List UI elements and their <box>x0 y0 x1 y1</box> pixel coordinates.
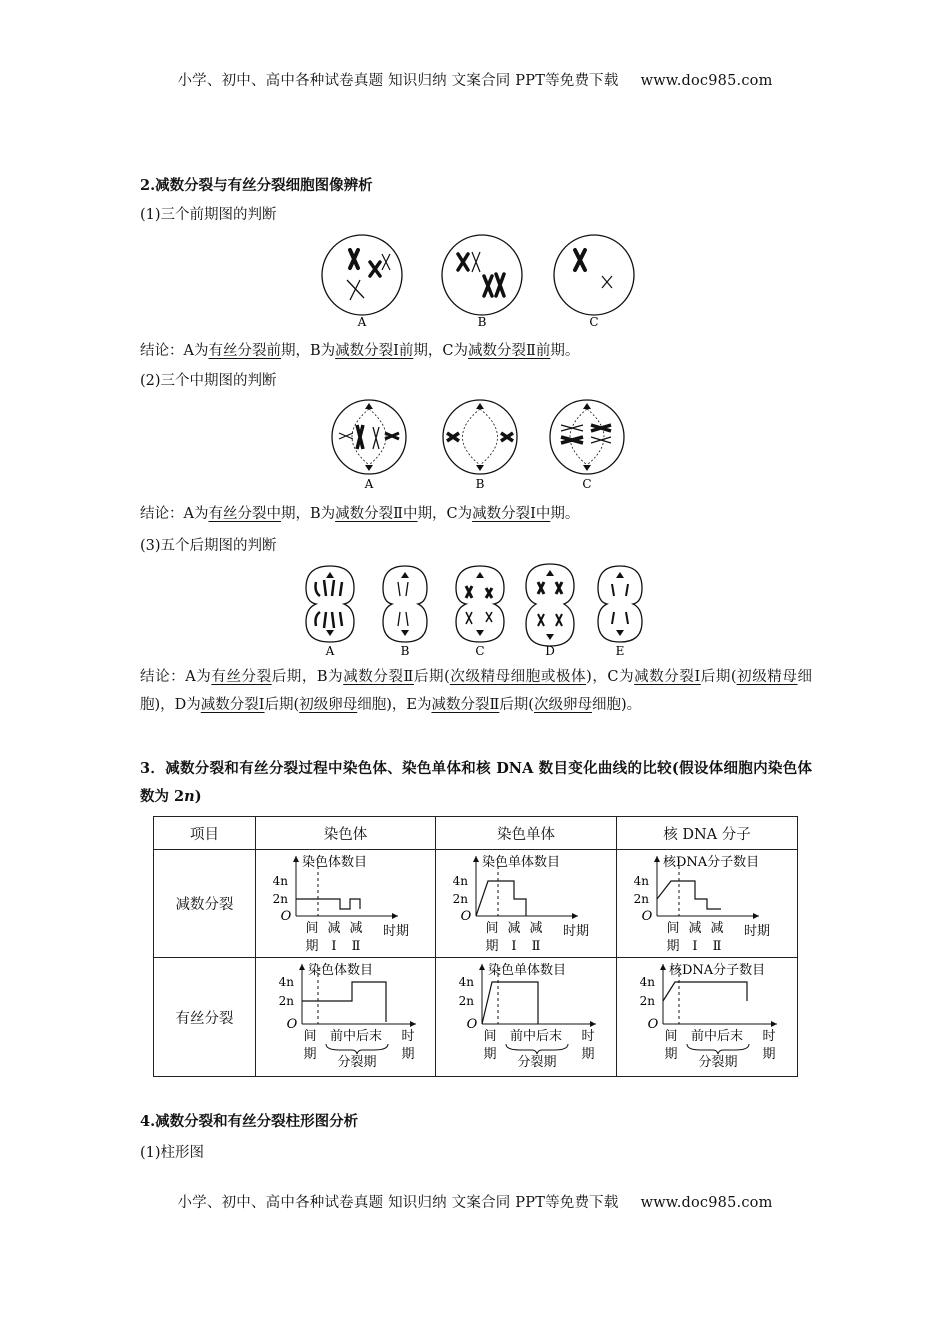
mitosis-chromatid-graph <box>436 958 617 1076</box>
page-footer <box>0 1191 950 1212</box>
y-tick-label: 4n <box>639 975 655 989</box>
row-label-mitosis: 有丝分裂 <box>154 958 256 1077</box>
conc3-text: 后期( <box>413 669 450 685</box>
prophase-label-c: C <box>589 315 599 329</box>
graph-title: 染色单体数目 <box>488 963 567 978</box>
conc3-text: )，C为 <box>586 669 635 685</box>
x-stage-label: 期 <box>305 939 319 954</box>
x-stage-label: 间 <box>305 921 319 936</box>
origin-label: O <box>460 909 472 924</box>
anaphase-label-b: B <box>400 644 410 658</box>
y-axis-arrow <box>660 964 666 970</box>
phase-brace <box>687 1044 749 1054</box>
conclusion-prophase <box>140 339 579 360</box>
conclusion-metaphase <box>140 502 579 523</box>
anaphase-cell-b <box>383 566 427 642</box>
conc1-text: 期，C为 <box>413 343 468 359</box>
y-tick-label: 2n <box>278 994 294 1008</box>
table-header-row <box>154 817 798 850</box>
x-axis-arrow <box>392 913 398 919</box>
metaphase-cell-a <box>332 400 406 474</box>
conc3-answer-e-cell: 次级卵母 <box>533 697 592 713</box>
prophase-label-b: B <box>477 315 487 329</box>
conc2-text: 期，C为 <box>417 506 473 522</box>
data-line <box>476 881 526 916</box>
brace-label: 分裂期 <box>337 1055 377 1070</box>
section3-title-line1: 3．减数分裂和有丝分裂过程中染色体、染色单体和核 DNA 数目变化曲线的比较(假设体细 <box>140 760 739 777</box>
x-axis-label: 时期 <box>562 924 590 939</box>
conc3-text: 细胞)，E为 <box>357 697 432 713</box>
table-header: 项目 <box>154 817 256 850</box>
x-axis-label: 时 <box>401 1029 415 1044</box>
table-header: 核 DNA 分子 <box>617 817 798 850</box>
phase-brace <box>326 1044 388 1054</box>
conc3-text: 细胞)。 <box>591 697 642 713</box>
anaphase-cell-a <box>306 566 354 642</box>
conc3-text: 细胞)，D为 <box>140 669 812 713</box>
footer-url: www.doc985.com <box>640 1195 773 1211</box>
y-tick-label: 2n <box>452 892 468 906</box>
x-stage-label: Ⅰ <box>511 939 517 954</box>
conc3-answer-c: 减数分裂Ⅰ <box>634 669 701 685</box>
x-axis-label: 时期 <box>382 924 410 939</box>
x-stage-label: 间 <box>483 1029 497 1044</box>
conc3-answer-b-cell: 次级精母细胞或极体 <box>449 669 587 685</box>
y-tick-label: 2n <box>633 892 649 906</box>
anaphase-figures <box>300 562 650 658</box>
section2-title: 2.减数分裂与有丝分裂细胞图像辨析 <box>140 177 373 194</box>
y-axis-arrow <box>654 856 660 862</box>
y-tick-label: 4n <box>633 874 649 888</box>
x-stage-label: 期 <box>664 1047 678 1062</box>
conclusion-anaphase <box>140 663 812 719</box>
header-url: www.doc985.com <box>640 73 773 89</box>
meiosis-chromatid-graph <box>436 850 617 957</box>
metaphase-cell-b <box>443 400 517 474</box>
x-stage-label: 期 <box>666 939 680 954</box>
anaphase-cell-d <box>526 564 574 646</box>
conc1-answer-a: 有丝分裂前 <box>208 343 281 359</box>
conc1-answer-c: 减数分裂Ⅱ前 <box>467 343 551 359</box>
data-line <box>482 982 538 1024</box>
x-axis-arrow <box>410 1021 416 1027</box>
conc3-text: 后期，B为 <box>271 669 344 685</box>
meiosis-dna-graph <box>617 850 798 957</box>
table-header: 染色体 <box>256 817 436 850</box>
y-tick-label: 4n <box>458 975 474 989</box>
data-line <box>663 982 747 1001</box>
x-stage-label: 减 <box>349 921 363 936</box>
brace-label: 分裂期 <box>698 1055 738 1070</box>
x-phase-labels: 前中后末 <box>509 1029 563 1044</box>
x-axis-label: 期 <box>762 1047 776 1062</box>
anaphase-label-a: A <box>325 644 335 658</box>
conc1-text: 期，B为 <box>280 343 336 359</box>
conc2-answer-a: 有丝分裂中 <box>208 506 281 522</box>
x-phase-labels: 前中后末 <box>690 1029 744 1044</box>
x-stage-label: 间 <box>666 921 680 936</box>
graph-cell <box>617 850 798 958</box>
x-stage-label: 减 <box>710 921 724 936</box>
section3-title-end: ) <box>194 788 202 805</box>
origin-label: O <box>280 909 292 924</box>
x-axis-label: 期 <box>581 1047 595 1062</box>
origin-label: O <box>647 1017 659 1032</box>
data-line <box>657 881 721 909</box>
conc3-text: 结论：A为 <box>140 669 212 685</box>
graph-title: 染色体数目 <box>308 963 374 978</box>
anaphase-label-d: D <box>545 644 555 658</box>
header-left-text: 小学、初中、高中各种试卷真题 知识归纳 文案合同 PPT等免费下载 <box>177 73 619 89</box>
x-stage-label: Ⅰ <box>692 939 698 954</box>
section3-title-n: n <box>184 788 195 805</box>
section4-sub1: (1)柱形图 <box>140 1145 205 1161</box>
origin-label: O <box>641 909 653 924</box>
metaphase-label-a: A <box>364 477 374 491</box>
x-phase-labels: 前中后末 <box>329 1029 383 1044</box>
footer-left-text: 小学、初中、高中各种试卷真题 知识归纳 文案合同 PPT等免费下载 <box>177 1195 619 1211</box>
anaphase-cell-e <box>598 566 642 642</box>
y-axis-arrow <box>293 856 299 862</box>
graph-title: 核DNA分子数目 <box>669 963 766 978</box>
metaphase-label-b: B <box>475 477 485 491</box>
data-line <box>302 982 386 1022</box>
page-header <box>0 69 950 90</box>
origin-label: O <box>466 1017 478 1032</box>
prophase-cell-a <box>322 235 402 315</box>
anaphase-label-e: E <box>615 644 625 658</box>
section3-title <box>140 755 812 811</box>
x-axis-arrow <box>590 1021 596 1027</box>
x-axis-label: 时期 <box>743 924 771 939</box>
prophase-cell-c <box>554 235 634 315</box>
x-stage-label: 期 <box>485 939 499 954</box>
graph-title: 染色体数目 <box>302 855 368 870</box>
conc2-answer-b: 减数分裂Ⅱ中 <box>335 506 418 522</box>
section2-sub2-title: (2)三个中期图的判断 <box>140 373 277 389</box>
conc2-answer-c: 减数分裂Ⅰ中 <box>472 506 551 522</box>
section4-title: 4.减数分裂和有丝分裂柱形图分析 <box>140 1113 359 1130</box>
graph-title: 核DNA分子数目 <box>663 855 760 870</box>
brace-label: 分裂期 <box>517 1055 557 1070</box>
section2-sub3-title: (3)五个后期图的判断 <box>140 538 277 554</box>
conc2-text: 期，B为 <box>280 506 336 522</box>
x-stage-label: Ⅱ <box>351 939 361 954</box>
x-stage-label: 期 <box>483 1047 497 1062</box>
comparison-table <box>153 816 798 1077</box>
anaphase-cell-c <box>456 566 504 642</box>
conc1-text: 结论：A为 <box>140 343 209 359</box>
section2-sub1-title: (1)三个前期图的判断 <box>140 207 277 223</box>
x-axis-label: 时 <box>581 1029 595 1044</box>
y-tick-label: 4n <box>278 975 294 989</box>
prophase-figures <box>320 230 650 335</box>
x-axis-arrow <box>572 913 578 919</box>
x-stage-label: Ⅱ <box>531 939 541 954</box>
x-stage-label: 减 <box>688 921 702 936</box>
conc3-answer-a: 有丝分裂 <box>211 669 272 685</box>
y-axis-arrow <box>299 964 305 970</box>
conc3-answer-e: 减数分裂Ⅱ <box>431 697 500 713</box>
conc1-text: 期。 <box>550 343 580 359</box>
graph-cell <box>256 958 436 1077</box>
mitosis-dna-graph <box>617 958 798 1076</box>
prophase-label-a: A <box>357 315 367 329</box>
section3-title-line2: 胞内染色体数为 2 <box>140 760 812 805</box>
y-tick-label: 2n <box>458 994 474 1008</box>
graph-cell <box>256 850 436 958</box>
metaphase-figures <box>325 397 625 493</box>
graph-cell <box>436 850 617 958</box>
conc3-answer-d-cell: 初级卵母 <box>299 697 358 713</box>
graph-cell <box>617 958 798 1077</box>
table-row-mitosis <box>154 958 798 1077</box>
metaphase-cell-c <box>550 400 624 474</box>
x-stage-label: 间 <box>485 921 499 936</box>
x-stage-label: 间 <box>664 1029 678 1044</box>
x-stage-label: 间 <box>303 1029 317 1044</box>
mitosis-chromosome-graph <box>256 958 436 1076</box>
graph-cell <box>436 958 617 1077</box>
x-axis-label: 时 <box>762 1029 776 1044</box>
conc2-text: 结论：A为 <box>140 506 209 522</box>
table-row-meiosis <box>154 850 798 958</box>
x-stage-label: 减 <box>507 921 521 936</box>
y-axis-arrow <box>479 964 485 970</box>
x-stage-label: 减 <box>327 921 341 936</box>
x-stage-label: Ⅱ <box>712 939 722 954</box>
x-stage-label: 期 <box>303 1047 317 1062</box>
x-axis-arrow <box>753 913 759 919</box>
y-axis-arrow <box>473 856 479 862</box>
x-axis-label: 期 <box>401 1047 415 1062</box>
phase-brace <box>506 1044 568 1054</box>
meiosis-chromosome-graph <box>256 850 436 957</box>
conc1-answer-b: 减数分裂Ⅰ前 <box>335 343 414 359</box>
y-tick-label: 2n <box>639 994 655 1008</box>
x-stage-label: 减 <box>529 921 543 936</box>
conc3-answer-c-cell: 初级精母 <box>736 669 798 685</box>
prophase-cell-b <box>442 235 522 315</box>
origin-label: O <box>286 1017 298 1032</box>
conc3-answer-d: 减数分裂Ⅰ <box>200 697 265 713</box>
y-tick-label: 4n <box>452 874 468 888</box>
x-axis-arrow <box>771 1021 777 1027</box>
table-header: 染色单体 <box>436 817 617 850</box>
conc3-text: 后期( <box>499 697 534 713</box>
graph-title: 染色单体数目 <box>482 855 561 870</box>
conc3-text: 后期( <box>700 669 737 685</box>
anaphase-label-c: C <box>475 644 485 658</box>
metaphase-label-c: C <box>582 477 592 491</box>
row-label-meiosis: 减数分裂 <box>154 850 256 958</box>
conc3-text: 后期( <box>264 697 300 713</box>
conc2-text: 期。 <box>550 506 580 522</box>
y-tick-label: 2n <box>272 892 288 906</box>
data-line <box>296 899 360 909</box>
y-tick-label: 4n <box>272 874 288 888</box>
conc3-answer-b: 减数分裂Ⅱ <box>343 669 414 685</box>
x-stage-label: Ⅰ <box>331 939 337 954</box>
